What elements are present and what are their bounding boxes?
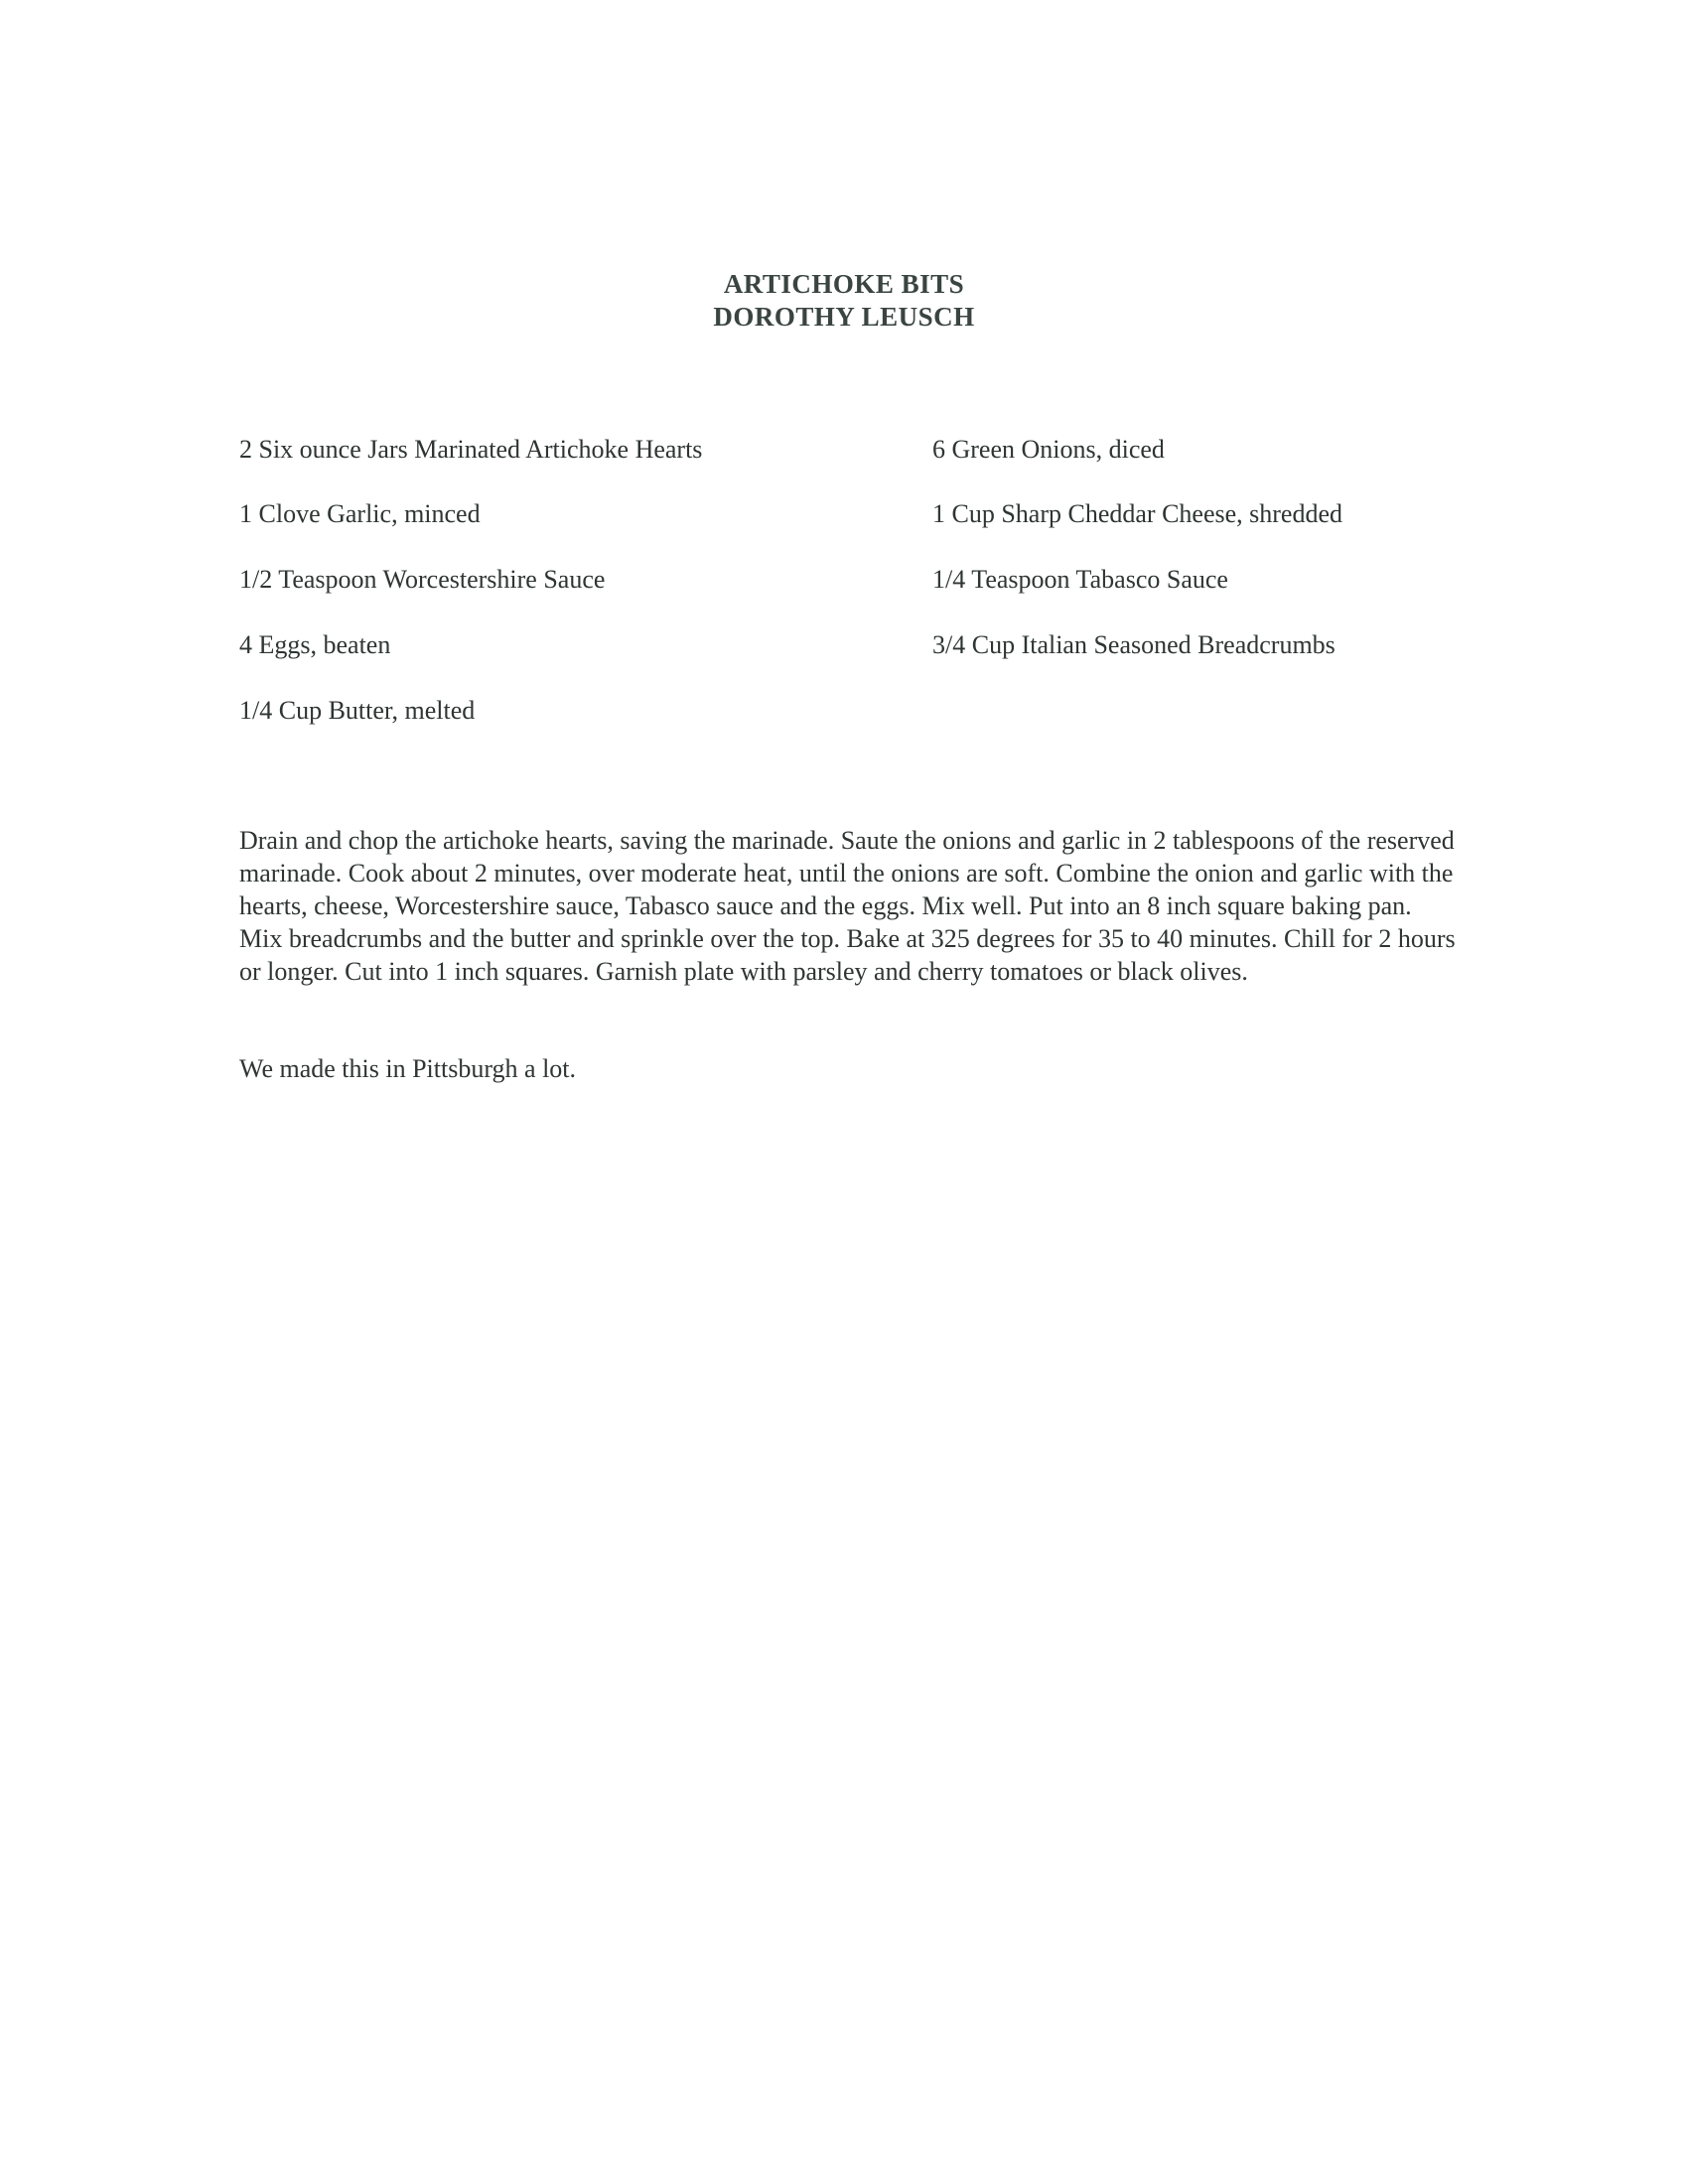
- ingredient-item: 1/2 Teaspoon Worcestershire Sauce: [239, 565, 606, 594]
- ingredient-item: 2 Six ounce Jars Marinated Artichoke Hearts: [239, 435, 703, 464]
- ingredient-item: 1 Clove Garlic, minced: [239, 499, 481, 528]
- recipe-note: We made this in Pittsburgh a lot.: [239, 1054, 577, 1083]
- recipe-title: ARTICHOKE BITS: [723, 269, 965, 299]
- recipe-author: DOROTHY LEUSCH: [713, 302, 975, 332]
- ingredient-item: 3/4 Cup Italian Seasoned Breadcrumbs: [932, 630, 1336, 659]
- ingredient-item: 1/4 Cup Butter, melted: [239, 696, 476, 725]
- ingredient-item: 6 Green Onions, diced: [932, 435, 1165, 464]
- ingredients-list: [0, 0, 1688, 754]
- ingredient-item: 1/4 Teaspoon Tabasco Sauce: [932, 565, 1228, 594]
- ingredient-item: 1 Cup Sharp Cheddar Cheese, shredded: [932, 499, 1343, 528]
- ingredient-item: 4 Eggs, beaten: [239, 630, 391, 659]
- directions-text: Drain and chop the artichoke hearts, saving the marinade. Saute the onions and garlic in 2 tablespoons of the reserved marinade. Cook about 2 minutes, over moderate heat, until the onions are soft. Combine the onion and garlic with the hearts, cheese, Worcestershire sauce, Tabasco sauce and the eggs. Mix well. Put into an 8 inch square baking pan. Mix breadcrumbs and the butter and sprinkle over the top. Bake at 325 degrees for 35 to 40 minutes. Chill for 2 hours or longer. Cut into 1 inch squares. Garnish plate with parsley and cherry tomatoes or black olives.: [239, 826, 1456, 986]
- directions-section: [239, 824, 1461, 988]
